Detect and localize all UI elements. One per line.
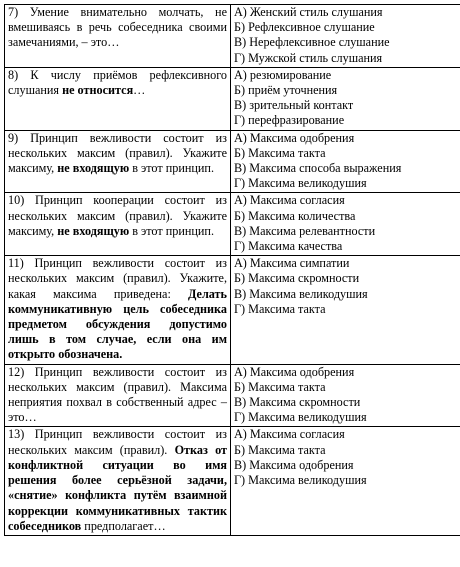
answer-option: Г) Максима великодушия bbox=[234, 410, 367, 425]
question-emphasis: Отказ от конфликтной ситуации во имя решения более серьёзной задачи, «снятие» конфликта путём взаимной коррекции коммуникативных тактик собеседников bbox=[8, 442, 227, 533]
options-cell bbox=[231, 193, 460, 256]
answer-option: Г) Максима великодушия bbox=[234, 176, 367, 191]
options-cell bbox=[231, 67, 460, 130]
answer-option: В) зрительный контакт bbox=[234, 98, 354, 113]
answer-option: А) Максима согласия bbox=[234, 193, 345, 208]
answer-option: Б) Максима скромности bbox=[234, 271, 360, 286]
answer-option: В) Нерефлексивное слушание bbox=[234, 35, 390, 50]
answer-option: Б) Максима количества bbox=[234, 208, 356, 223]
answer-option: Б) Максима такта bbox=[234, 379, 326, 394]
question-text: 13) Принцип вежливости состоит из нескольких максим (правил). bbox=[8, 427, 227, 457]
question-text: в этот принцип. bbox=[129, 223, 214, 238]
answer-option: Б) Рефлексивное слушание bbox=[234, 20, 375, 35]
answer-option: В) Максима великодушия bbox=[234, 286, 368, 301]
question-row bbox=[5, 256, 460, 364]
answer-option: А) резюмирование bbox=[234, 67, 332, 82]
answer-option: Б) приём уточнения bbox=[234, 83, 338, 98]
answer-option: Г) Максима такта bbox=[234, 301, 326, 316]
answer-option: В) Максима релевантности bbox=[234, 223, 376, 238]
answer-option: А) Максима согласия bbox=[234, 427, 345, 442]
question-text: 11) Принцип вежливости состоит из нескольких максим (правил). Укажите, какая максима приведена: bbox=[8, 256, 227, 301]
quiz-table bbox=[4, 4, 460, 536]
answer-option: Г) перефразирование bbox=[234, 113, 345, 128]
question-cell bbox=[5, 256, 231, 364]
answer-option: Г) Максима качества bbox=[234, 239, 343, 254]
options-cell bbox=[231, 5, 460, 68]
answer-option: Б) Максима такта bbox=[234, 442, 326, 457]
question-cell bbox=[5, 130, 231, 193]
question-emphasis: не входящую bbox=[57, 161, 130, 176]
options-cell bbox=[231, 256, 460, 364]
question-text: 7) Умение внимательно молчать, не вмешиваясь в речь собеседника своими замечаниями, – это… bbox=[8, 5, 227, 50]
question-emphasis: не относится bbox=[62, 83, 134, 98]
question-text: предполагает… bbox=[81, 518, 166, 533]
question-text: 10) Принцип кооперации состоит из нескольких максим (правил). Укажите максиму, bbox=[8, 193, 227, 238]
options-cell bbox=[231, 130, 460, 193]
question-text: 8) К числу приёмов рефлексивного слушания bbox=[8, 67, 227, 98]
answer-option: В) Максима скромности bbox=[234, 395, 361, 410]
answer-option: В) Максима одобрения bbox=[234, 457, 354, 472]
question-emphasis: не входящую bbox=[57, 223, 130, 238]
answer-option: В) Максима способа выражения bbox=[234, 161, 402, 176]
question-row bbox=[5, 427, 460, 535]
options-cell bbox=[231, 364, 460, 427]
question-cell bbox=[5, 364, 231, 427]
question-row bbox=[5, 364, 460, 427]
question-cell bbox=[5, 5, 231, 68]
options-cell bbox=[231, 427, 460, 535]
answer-option: А) Максима одобрения bbox=[234, 130, 355, 145]
question-cell bbox=[5, 67, 231, 130]
question-cell bbox=[5, 193, 231, 256]
quiz-body bbox=[5, 5, 460, 536]
question-text: 12) Принцип вежливости состоит из нескольких максим (правил). Максима неприятия похвал в собственный адрес – это… bbox=[8, 364, 227, 425]
question-row bbox=[5, 130, 460, 193]
question-text: в этот принцип. bbox=[129, 161, 214, 176]
answer-option: Г) Максима великодушия bbox=[234, 473, 367, 488]
question-row bbox=[5, 193, 460, 256]
answer-option: Б) Максима такта bbox=[234, 145, 326, 160]
question-text: … bbox=[133, 83, 146, 98]
question-row bbox=[5, 5, 460, 68]
question-text: 9) Принцип вежливости состоит из нескольких максим (правил). Укажите максиму, bbox=[8, 130, 227, 176]
question-cell bbox=[5, 427, 231, 535]
answer-option: А) Женский стиль слушания bbox=[234, 5, 383, 19]
answer-option: А) Максима симпатии bbox=[234, 256, 350, 271]
answer-option: Г) Мужской стиль слушания bbox=[234, 50, 383, 65]
answer-option: А) Максима одобрения bbox=[234, 364, 355, 379]
question-row bbox=[5, 67, 460, 130]
question-emphasis: Делать коммуникативную цель собеседника предметом обсуждения допустимо лишь в том случае, если она им открыто обозначена. bbox=[8, 286, 227, 362]
